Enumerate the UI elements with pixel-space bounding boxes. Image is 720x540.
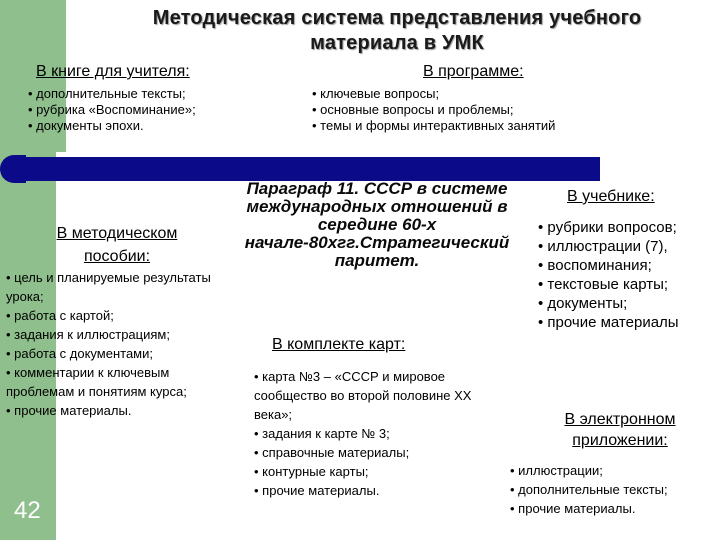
- map-set-heading: В комплекте карт:: [272, 336, 406, 353]
- list-item: • воспоминания;: [538, 256, 718, 275]
- list-item: • прочие материалы.: [510, 499, 715, 518]
- list-item: • задания к карте № 3;: [254, 424, 479, 443]
- list-item: • темы и формы интерактивных занятий: [312, 118, 712, 134]
- e-supplement-heading-line-2: приложении:: [572, 432, 668, 449]
- list-item: • иллюстрации (7),: [538, 237, 718, 256]
- list-item: • рубрики вопросов;: [538, 218, 718, 237]
- list-item: • иллюстрации;: [510, 461, 715, 480]
- list-item: • дополнительные тексты;: [510, 480, 715, 499]
- list-item: • задания к иллюстрациям;: [6, 325, 218, 344]
- list-item: • прочие материалы.: [254, 481, 479, 500]
- list-item: • дополнительные тексты;: [28, 86, 298, 102]
- textbook-list: [538, 218, 718, 332]
- method-guide-heading-line-2: пособии:: [83, 248, 151, 265]
- teacher-book-list: [28, 86, 298, 134]
- list-item: • карта №3 – «СССР и мировое сообщество во второй половине ХХ века»;: [254, 367, 479, 424]
- title-line-2: материала в УМК: [310, 32, 484, 54]
- list-item: • текстовые карты;: [538, 275, 718, 294]
- teacher-book-heading: В книге для учителя:: [36, 63, 190, 80]
- list-item: • справочные материалы;: [254, 443, 479, 462]
- slide-number: 42: [14, 497, 41, 524]
- method-guide-heading: [8, 222, 226, 268]
- program-heading: В программе:: [423, 63, 524, 80]
- list-item: • рубрика «Воспоминание»;: [28, 102, 298, 118]
- paragraph-title: Параграф 11. СССР в системе международных отношений в середине 60-х начале-80хгг.Стратегический паритет.: [244, 179, 510, 270]
- list-item: • ключевые вопросы;: [312, 86, 712, 102]
- title-line-1: Методическая система представления учебного: [152, 7, 642, 29]
- method-guide-heading-line-1: В методическом: [56, 225, 178, 242]
- slide-title: [64, 6, 720, 56]
- list-item: • работа с картой;: [6, 306, 218, 325]
- list-item: • работа с документами;: [6, 344, 218, 363]
- list-item: • цель и планируемые результаты урока;: [6, 268, 218, 306]
- divider-bar: [8, 157, 600, 181]
- list-item: • контурные карты;: [254, 462, 479, 481]
- list-item: • прочие материалы: [538, 313, 718, 332]
- program-list: [312, 86, 712, 134]
- e-supplement-list: [510, 461, 715, 518]
- e-supplement-heading-line-1: В электронном: [564, 411, 676, 428]
- map-set-list: [254, 367, 479, 500]
- list-item: • основные вопросы и проблемы;: [312, 102, 712, 118]
- textbook-heading: В учебнике:: [567, 188, 655, 205]
- list-item: • прочие материалы.: [6, 401, 218, 420]
- list-item: • документы;: [538, 294, 718, 313]
- list-item: • комментарии к ключевым проблемам и понятиям курса;: [6, 363, 218, 401]
- list-item: • документы эпохи.: [28, 118, 298, 134]
- method-guide-list: [6, 268, 218, 420]
- e-supplement-heading: [520, 409, 720, 451]
